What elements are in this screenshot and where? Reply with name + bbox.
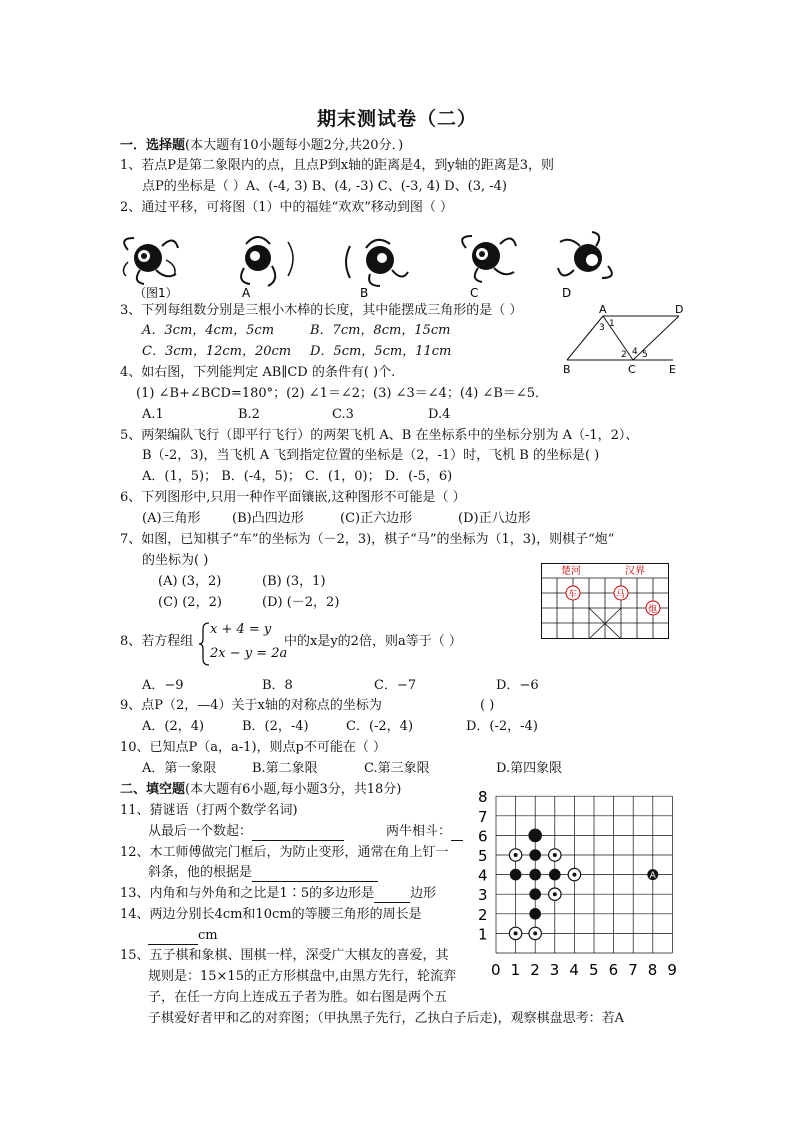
q4-option-c: C.3 bbox=[332, 407, 354, 422]
q5-line1: 5、两架编队飞行（即平行飞行）的两架飞机 A、B 在坐标系中的坐标分别为 A（-1，2）、 bbox=[120, 428, 639, 443]
white-stone-center bbox=[553, 853, 557, 857]
q4-option-d: D.4 bbox=[428, 407, 451, 422]
q6-option-c: (C)正六边形 bbox=[340, 511, 413, 526]
q5-line2: B（-2，3)，当飞机 A 飞到指定位置的坐标是（2，-1）时，飞机 B 的坐标是( ) bbox=[142, 448, 600, 463]
parallelogram-figure bbox=[555, 302, 685, 376]
black-stone bbox=[510, 869, 522, 881]
q15-line2: 规则是：15×15的正方形棋盘中,由黑方先行，轮流弈 bbox=[148, 969, 457, 984]
q8-prefix: 8、若方程组 bbox=[120, 634, 194, 649]
fuwa-label-b: B bbox=[360, 286, 369, 300]
y-axis-label: 1 bbox=[478, 925, 488, 944]
q6-option-d: (D)正八边形 bbox=[458, 511, 531, 526]
q6-line1: 6、下列图形中,只用一种作平面镶嵌,这种图形不可能是（ ） bbox=[120, 490, 466, 505]
y-axis-label: 6 bbox=[478, 827, 488, 846]
q7-line1: 7、如图，已知棋子“车”的坐标为（－2，3)，棋子“马”的坐标为（1，3)，则棋子“炮” bbox=[120, 532, 615, 547]
piece-ma bbox=[614, 586, 628, 600]
fuwa-label-1: （图1） bbox=[134, 286, 178, 300]
q15-line1: 15、五子棋和象棋、围棋一样，深受广大棋友的喜爱，其 bbox=[120, 948, 449, 963]
q6-option-b: (B)凸四边形 bbox=[232, 511, 304, 526]
piece-pao bbox=[646, 601, 660, 615]
q10-option-a: A．第一象限 bbox=[142, 761, 217, 776]
q9-paren: ( ) bbox=[480, 698, 495, 713]
q3-option-b: B．7cm，8cm，15cm bbox=[310, 323, 451, 338]
q7-option-d: (D) (－2，2) bbox=[262, 595, 340, 610]
svg-text:D: D bbox=[675, 303, 684, 316]
q13-answer-blank[interactable] bbox=[374, 889, 410, 903]
y-axis-label: 5 bbox=[478, 847, 488, 865]
q3-option-d: D．5cm，5cm，11cm bbox=[310, 344, 452, 359]
x-axis-label: 7 bbox=[628, 961, 638, 979]
gomoku-board bbox=[476, 788, 694, 992]
fuwa-figure-a bbox=[241, 237, 293, 286]
q11-answer-blank-2[interactable] bbox=[451, 827, 463, 841]
black-stone bbox=[529, 869, 541, 881]
q13-line1: 13、内角和与外角和之比是1∶5的多边形是 边形 bbox=[120, 886, 437, 901]
q11-answer-blank-1[interactable] bbox=[252, 827, 344, 841]
svg-text:马: 马 bbox=[616, 590, 626, 600]
q15-line4: 子棋爱好者甲和乙的对弈图；（甲执黑子先行，乙执白子后走)，观察棋盘思考：若A bbox=[148, 1011, 624, 1026]
y-axis-label: 7 bbox=[478, 807, 488, 826]
svg-text:4: 4 bbox=[632, 347, 638, 357]
q14-line1: 14、两边分别长4cm和10cm的等腰三角形的周长是 bbox=[120, 907, 422, 922]
white-stone-center bbox=[533, 931, 537, 935]
black-stone bbox=[529, 908, 541, 920]
q10-option-c: C.第三象限 bbox=[364, 761, 430, 776]
white-stone-center bbox=[572, 873, 576, 877]
q7-option-b: (B) (3，1) bbox=[262, 574, 326, 589]
q4-line2: (1) ∠B+∠BCD=180°；(2) ∠1＝∠2；(3) ∠3＝∠4；(4) ∠B＝∠5． bbox=[136, 386, 549, 401]
x-axis-label: 4 bbox=[569, 961, 579, 979]
fuwa-label-c: C bbox=[470, 286, 479, 300]
black-stone bbox=[529, 888, 541, 900]
section-2-note: (本大题有6小题,每小题3分，共18分) bbox=[185, 782, 402, 797]
q14-answer-blank[interactable] bbox=[148, 931, 198, 945]
q8-option-c: C．−7 bbox=[374, 678, 417, 693]
q7-line2: 的坐标为( ) bbox=[142, 553, 209, 568]
q15-line3: 子，在任一方向上连成五子者为胜。如右图是两个五 bbox=[148, 990, 448, 1005]
black-stone bbox=[529, 830, 541, 842]
q8-option-d: D．−6 bbox=[496, 678, 539, 693]
white-stone-center bbox=[514, 931, 518, 935]
q5-options: A．(1，5)； B．(-4，5)； C．(1，0)； D．(-5，6) bbox=[142, 469, 453, 484]
fuwa-figure-b bbox=[346, 240, 408, 286]
q3-line1: 3、下列每组数分别是三根小木棒的长度，其中能摆成三角形的是（ ） bbox=[120, 303, 523, 318]
svg-text:3: 3 bbox=[599, 323, 605, 333]
river-right-label: 汉界 bbox=[625, 566, 645, 577]
section-2-label: 二、填空题 bbox=[120, 782, 186, 797]
x-axis-label: 6 bbox=[608, 961, 619, 979]
marker-a-label: A bbox=[649, 871, 656, 882]
svg-text:E: E bbox=[669, 363, 676, 376]
q1-line1: 1、若点P是第二象限内的点，且点P到x轴的距离是4，到y轴的距离是3，则 bbox=[120, 158, 554, 173]
fuwa-figure-d bbox=[558, 232, 612, 278]
q8-option-b: B．8 bbox=[262, 678, 293, 693]
q8-option-a: A．−9 bbox=[142, 678, 184, 693]
x-axis-label: 2 bbox=[530, 961, 540, 979]
y-axis-label: 4 bbox=[478, 866, 488, 885]
q6-option-a: (A)三角形 bbox=[142, 511, 201, 526]
q12-answer-blank[interactable] bbox=[252, 868, 378, 882]
fuwa-label-d: D bbox=[562, 286, 572, 300]
section-2-heading bbox=[120, 781, 401, 799]
svg-text:C: C bbox=[628, 363, 636, 376]
q9-option-c: C．(-2，4) bbox=[346, 719, 414, 734]
svg-text:A: A bbox=[599, 303, 607, 316]
y-axis-label: 8 bbox=[478, 788, 488, 807]
svg-text:5: 5 bbox=[642, 350, 648, 360]
black-stone bbox=[549, 869, 561, 881]
x-axis-label: 8 bbox=[647, 961, 658, 979]
q4-option-a: A.1 bbox=[142, 407, 164, 422]
svg-text:车: 车 bbox=[568, 590, 578, 600]
x-axis-label: 0 bbox=[491, 961, 501, 979]
q2-line1: 2、通过平移，可将图（1）中的福娃“欢欢”移动到图（ ） bbox=[120, 200, 453, 215]
q3-option-c: C．3cm，12cm，20cm bbox=[142, 344, 292, 359]
fuwa-figure-c bbox=[462, 236, 516, 282]
equation-1: x + 4 = y bbox=[210, 622, 272, 637]
xiangqi-board bbox=[541, 563, 669, 639]
fuwa-figures bbox=[118, 222, 618, 302]
section-1-heading bbox=[120, 137, 403, 155]
q7-option-a: (A) (3，2) bbox=[158, 574, 222, 589]
x-axis-label: 9 bbox=[667, 961, 677, 979]
q11-line1: 11、猜谜语（打两个数学名词) bbox=[120, 803, 298, 818]
q7-option-c: (C) (2，2) bbox=[158, 595, 222, 610]
x-axis-label: 3 bbox=[549, 961, 560, 979]
q10-line1: 10、已知点P（a，a-1)，则点p不可能在（ ） bbox=[120, 740, 386, 755]
river-left-label: 楚河 bbox=[561, 566, 581, 577]
fuwa-figure-1 bbox=[123, 238, 178, 284]
section-1-label: 一．选择题 bbox=[120, 138, 186, 153]
q4-option-b: B.2 bbox=[238, 407, 260, 422]
q9-line1: 9、点P（2，—4）关于x轴的对称点的坐标为 bbox=[120, 698, 382, 713]
black-stone bbox=[529, 849, 541, 861]
q9-option-a: A．(2，4) bbox=[142, 719, 205, 734]
q10-option-d: D.第四象限 bbox=[496, 761, 563, 776]
q10-option-b: B.第二象限 bbox=[252, 761, 318, 776]
svg-text:2: 2 bbox=[621, 350, 627, 360]
fuwa-label-a: A bbox=[242, 286, 251, 300]
svg-text:1: 1 bbox=[609, 319, 615, 329]
white-stone-center bbox=[553, 892, 557, 896]
page-title: 期末测试卷（二） bbox=[316, 108, 477, 130]
white-stone-center bbox=[514, 853, 518, 857]
equation-2: 2x − y = 2a bbox=[210, 646, 288, 661]
q12-line1: 12、木工师傅做完门框后，为防止变形，通常在角上钉一 bbox=[120, 845, 449, 860]
q3-option-a: A．3cm，4cm，5cm bbox=[142, 323, 275, 338]
q9-option-d: D．(-2，-4) bbox=[466, 719, 538, 734]
q4-line1: 4、如右图，下列能判定 AB∥CD 的条件有( )个. bbox=[120, 365, 396, 380]
q1-line2: 点P的坐标是（ ）A、(-4, 3) B、(4, -3) C、(-3, 4) D、(3, -4) bbox=[142, 179, 507, 194]
q8-suffix: 中的x是y的2倍，则a等于（ ） bbox=[284, 634, 462, 649]
q11-part2: 两牛相斗： bbox=[386, 823, 463, 841]
y-axis-label: 2 bbox=[478, 905, 488, 924]
x-axis-label: 1 bbox=[510, 961, 521, 979]
piece-che bbox=[566, 586, 580, 600]
q9-option-b: B．(2，-4) bbox=[242, 719, 309, 734]
x-axis-label: 5 bbox=[589, 961, 599, 979]
q11-part1: 从最后一个数起： bbox=[148, 823, 344, 841]
section-1-note: (本大题有10小题每小题2分,共20分．) bbox=[185, 138, 404, 153]
q12-line2: 斜条，他的根据是 bbox=[148, 864, 378, 882]
q14-line2: cm bbox=[148, 927, 218, 945]
svg-text:B: B bbox=[563, 363, 571, 376]
y-axis-label: 3 bbox=[478, 886, 488, 905]
svg-text:炮: 炮 bbox=[648, 605, 658, 615]
